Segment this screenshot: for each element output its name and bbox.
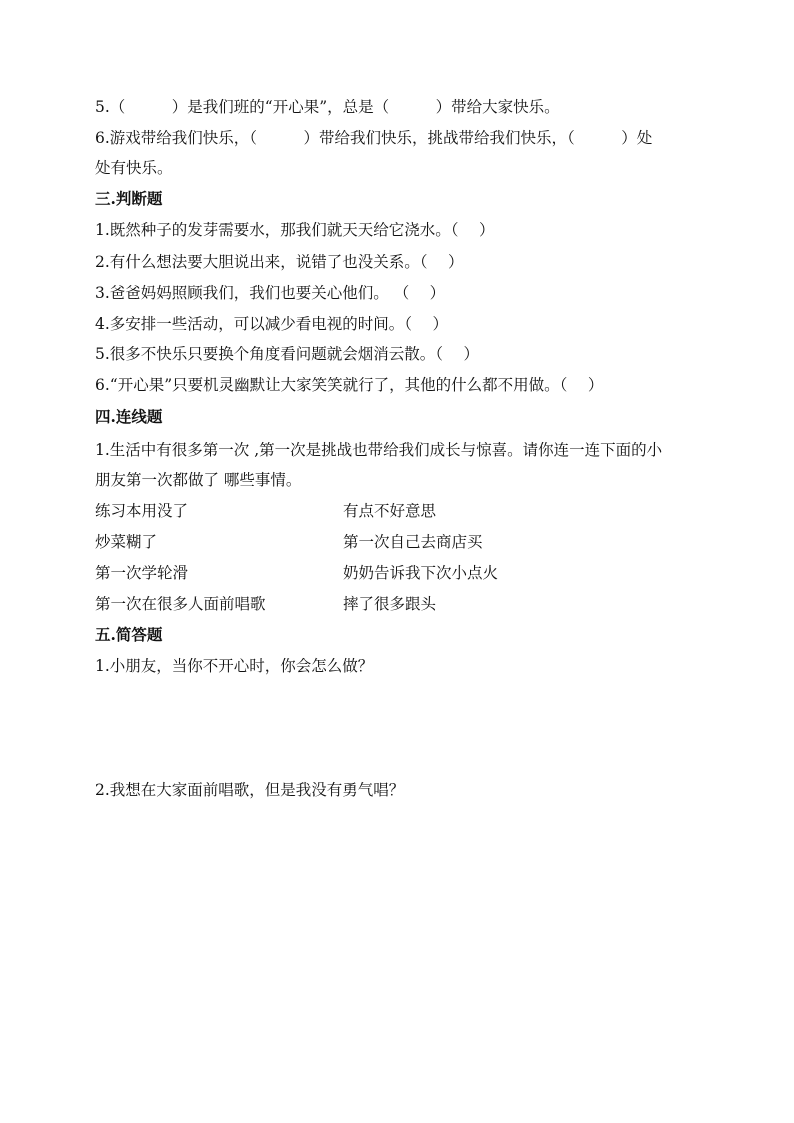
fill-blank-question-6-line-1: 6.游戏带给我们快乐，（ ）带给我们快乐，挑战带给我们快乐，（ ）处 bbox=[95, 129, 653, 147]
matching-right-item-4: 摔了很多跟头 bbox=[343, 595, 437, 613]
matching-left-item-4: 第一次在很多人面前唱歌 bbox=[95, 595, 266, 613]
matching-prompt-line-1: 1.生活中有很多第一次 ,第一次是挑战也带给我们成长与惊喜。请你连一连下面的小 bbox=[95, 441, 663, 459]
short-answer-question-1: 1.小朋友，当你不开心时，你会怎么做？ bbox=[95, 657, 374, 675]
matching-left-item-1: 练习本用没了 bbox=[95, 502, 189, 520]
matching-prompt-line-2: 朋友第一次都做了 哪些事情。 bbox=[95, 471, 302, 489]
fill-blank-question-6-line-2: 处有快乐。 bbox=[95, 159, 173, 177]
judge-item-5: 5.很多不快乐只要换个角度看问题就会烟消云散。（ ） bbox=[95, 345, 479, 363]
judge-item-3: 3.爸爸妈妈照顾我们，我们也要关心他们。 （ ） bbox=[95, 284, 446, 302]
matching-left-item-2: 炒菜糊了 bbox=[95, 533, 158, 551]
judge-section-heading: 三.判断题 bbox=[95, 189, 163, 208]
matching-right-item-1: 有点不好意思 bbox=[343, 502, 437, 520]
matching-left-item-3: 第一次学轮滑 bbox=[95, 564, 189, 582]
matching-right-item-3: 奶奶告诉我下次小点火 bbox=[343, 564, 499, 582]
judge-item-4: 4.多安排一些活动，可以减少看电视的时间。（ ） bbox=[95, 315, 448, 333]
matching-right-item-2: 第一次自己去商店买 bbox=[343, 533, 483, 551]
judge-item-6: 6.“开心果”只要机灵幽默让大家笑笑就行了，其他的什么都不用做。（ ） bbox=[95, 376, 604, 394]
matching-section-heading: 四.连线题 bbox=[95, 407, 163, 426]
short-answer-section-heading: 五.简答题 bbox=[95, 625, 163, 644]
judge-item-2: 2.有什么想法要大胆说出来，说错了也没关系。（ ） bbox=[95, 253, 464, 271]
judge-item-1: 1.既然种子的发芽需要水，那我们就天天给它浇水。（ ） bbox=[95, 221, 495, 239]
fill-blank-question-5: 5.（ ）是我们班的“开心果”，总是（ ）带给大家快乐。 bbox=[95, 98, 560, 116]
short-answer-question-2: 2.我想在大家面前唱歌，但是我没有勇气唱？ bbox=[95, 781, 405, 799]
